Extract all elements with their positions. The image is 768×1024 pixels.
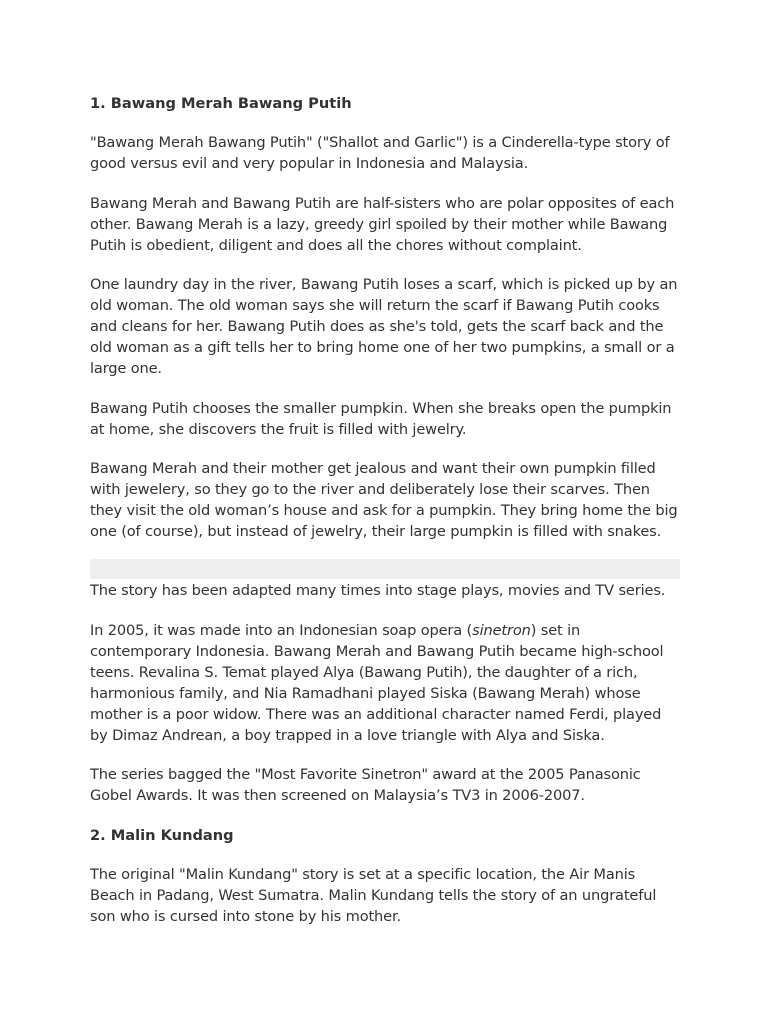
paragraph-malin-kundang-intro: The original "Malin Kundang" story is set at a specific location, the Air Manis Beach in Padang, West Sumatra. Malin Kundang tells the story of an ungrateful son who is cursed into stone by his mother.: [90, 865, 657, 925]
paragraph-adaptations: The story has been adapted many times into stage plays, movies and TV series.: [90, 582, 666, 599]
paragraph-small-pumpkin: Bawang Putih chooses the smaller pumpkin. When she breaks open the pumpkin at home, she discovers the fruit is filled with jewelry.: [90, 399, 672, 438]
paragraph-jealous: Bawang Merah and their mother get jealous and want their own pumpkin filled with jewelery, so they go to the river and deliberately lose their scarves. Then they visit the old woman’s house and ask for a pumpkin. They bring home the big one (of course), but instead of jewelry, their large pumpkin is filled with snakes.: [90, 460, 678, 540]
soap-opera-term-sinetron: sinetron: [472, 621, 531, 639]
document-page: [90, 93, 680, 945]
paragraph-laundry-day: One laundry day in the river, Bawang Putih loses a scarf, which is picked up by an old woman. The old woman says she will return the scarf if Bawang Putih cooks and cleans for her. Bawang Putih does as she's told, gets the scarf back and the old woman as a gift tells her to bring home one of her two pumpkins, a small or a large one.: [90, 276, 678, 377]
section-heading-bawang-merah: 1. Bawang Merah Bawang Putih: [90, 95, 352, 112]
paragraph-award: The series bagged the "Most Favorite Sinetron" award at the 2005 Panasonic Gobel Awards. It was then screened on Malaysia’s TV3 in 2006-2007.: [90, 766, 641, 804]
ad-placeholder-bar: [90, 559, 680, 579]
section-heading-malin-kundang: 2. Malin Kundang: [90, 826, 234, 844]
soap-opera-text-before: In 2005, it was made into an Indonesian soap opera (: [90, 621, 473, 639]
soap-opera-text-after: ) set in contemporary Indonesia. Bawang Merah and Bawang Putih became high-school teens. Revalina S. Temat played Alya (Bawang Putih), the daughter of a rich, harmonious family, and Nia Ramadhani played Siska (Bawang Merah) whose mother is a poor widow. There was an additional character named Ferdi, played by Dimaz Andrean, a boy trapped in a love triangle with Alya and Siska.: [90, 621, 664, 744]
paragraph-intro: "Bawang Merah Bawang Putih" ("Shallot and Garlic") is a Cinderella-type story of good versus evil and very popular in Indonesia and Malaysia.: [90, 134, 670, 172]
paragraph-soap-opera: [90, 620, 680, 746]
paragraph-half-sisters: Bawang Merah and Bawang Putih are half-sisters who are polar opposites of each other. Bawang Merah is a lazy, greedy girl spoiled by their mother while Bawang Putih is obedient, diligent and does all the chores without complaint.: [90, 194, 675, 254]
